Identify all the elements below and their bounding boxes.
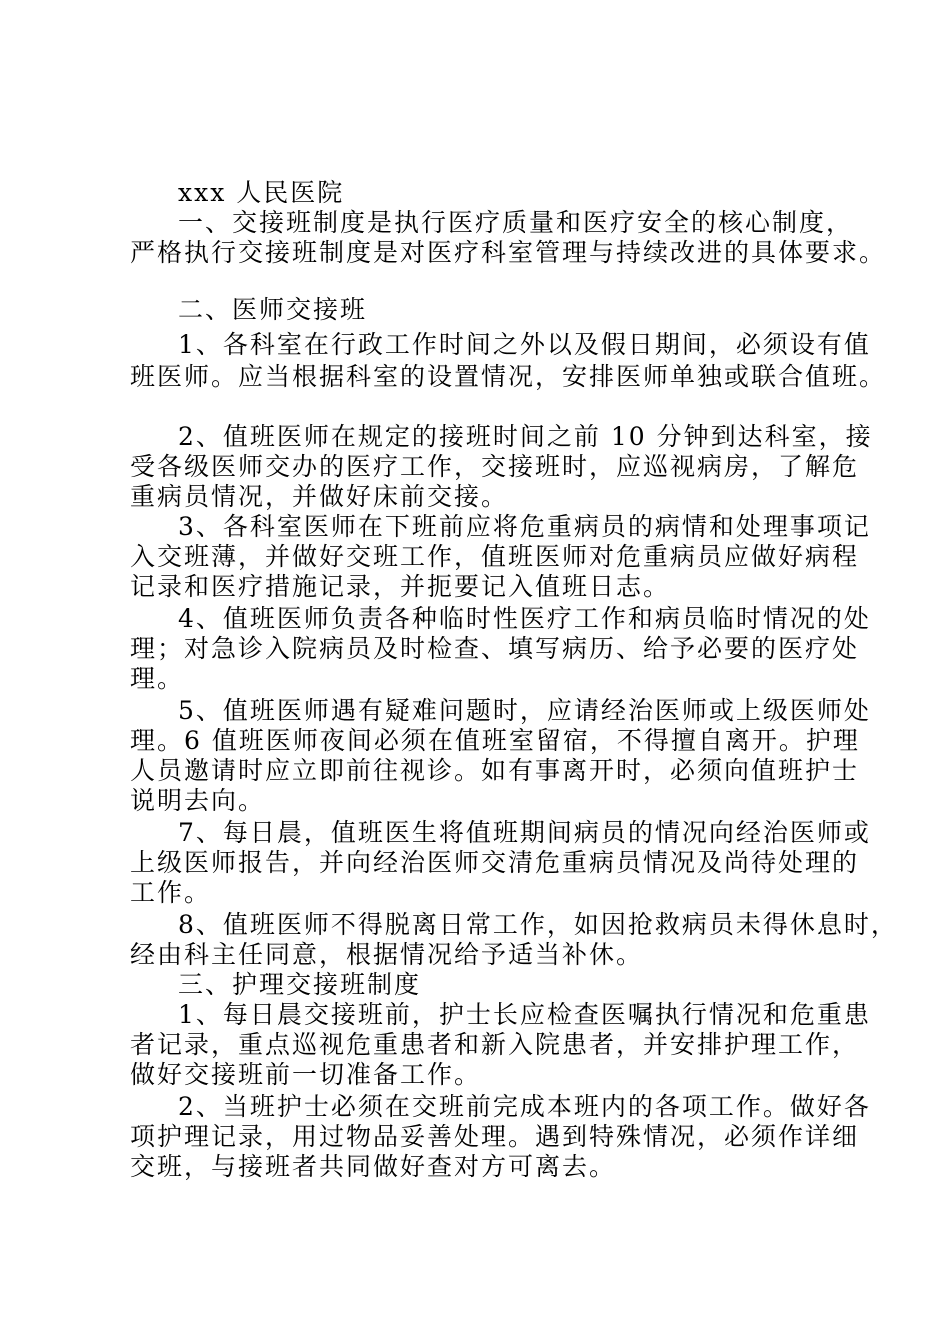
text-line: 5、值班医师遇有疑难问题时，应请经治医师或上级医师处 bbox=[178, 696, 871, 725]
text-line: 班医师。应当根据科室的设置情况，安排医师单独或联合值班。 bbox=[130, 362, 887, 391]
text-line: 7、每日晨，值班医生将值班期间病员的情况向经治医师或 bbox=[178, 818, 871, 847]
text-line: 3、各科室医师在下班前应将危重病员的病情和处理事项记 bbox=[178, 512, 871, 541]
section-heading: 二、医师交接班 bbox=[178, 295, 368, 324]
text-line: 2、当班护士必须在交班前完成本班内的各项工作。做好各 bbox=[178, 1092, 871, 1121]
text-line: 入交班薄，并做好交班工作，值班医师对危重病员应做好病程 bbox=[130, 542, 860, 571]
text-line: 受各级医师交办的医疗工作，交接班时，应巡视病房，了解危 bbox=[130, 452, 860, 481]
text-line: 严格执行交接班制度是对医疗科室管理与持续改进的具体要求。 bbox=[130, 238, 887, 267]
text-line: 4、值班医师负责各种临时性医疗工作和病员临时情况的处 bbox=[178, 604, 871, 633]
text-line: 人员邀请时应立即前往视诊。如有事离开时，必须向值班护士 bbox=[130, 756, 860, 785]
text-line: 理。 bbox=[130, 664, 185, 693]
section-heading: 三、护理交接班制度 bbox=[178, 970, 422, 999]
text-line: 者记录，重点巡视危重患者和新入院患者，并安排护理工作， bbox=[130, 1030, 860, 1059]
text-line: 做好交接班前一切准备工作。 bbox=[130, 1060, 482, 1089]
hospital-name: xxx 人民医院 bbox=[178, 178, 345, 207]
text-line: 记录和医疗措施记录，并扼要记入值班日志。 bbox=[130, 572, 671, 601]
text-line: 重病员情况，并做好床前交接。 bbox=[130, 482, 509, 511]
text-line: 一、交接班制度是执行医疗质量和医疗安全的核心制度， bbox=[178, 208, 854, 237]
text-line: 理；对急诊入院病员及时检查、填写病历、给予必要的医疗处 bbox=[130, 634, 860, 663]
text-line: 交班，与接班者共同做好查对方可离去。 bbox=[130, 1152, 617, 1181]
text-line: 工作。 bbox=[130, 878, 212, 907]
text-line: 项护理记录，用过物品妥善处理。遇到特殊情况，必须作详细 bbox=[130, 1122, 860, 1151]
text-line: 1、各科室在行政工作时间之外以及假日期间，必须设有值 bbox=[178, 330, 871, 359]
text-line: 8、值班医师不得脱离日常工作，如因抢救病员未得休息时， bbox=[178, 910, 898, 939]
text-line: 理。6 值班医师夜间必须在值班室留宿，不得擅自离开。护理 bbox=[130, 726, 860, 755]
text-line: 2、值班医师在规定的接班时间之前 10 分钟到达科室，接 bbox=[178, 422, 873, 451]
text-line: 说明去向。 bbox=[130, 786, 266, 815]
text-line: 1、每日晨交接班前，护士长应检查医嘱执行情况和危重患 bbox=[178, 1000, 871, 1029]
text-line: 上级医师报告，并向经治医师交清危重病员情况及尚待处理的 bbox=[130, 848, 860, 877]
text-line: 经由科主任同意，根据情况给予适当补休。 bbox=[130, 940, 644, 969]
